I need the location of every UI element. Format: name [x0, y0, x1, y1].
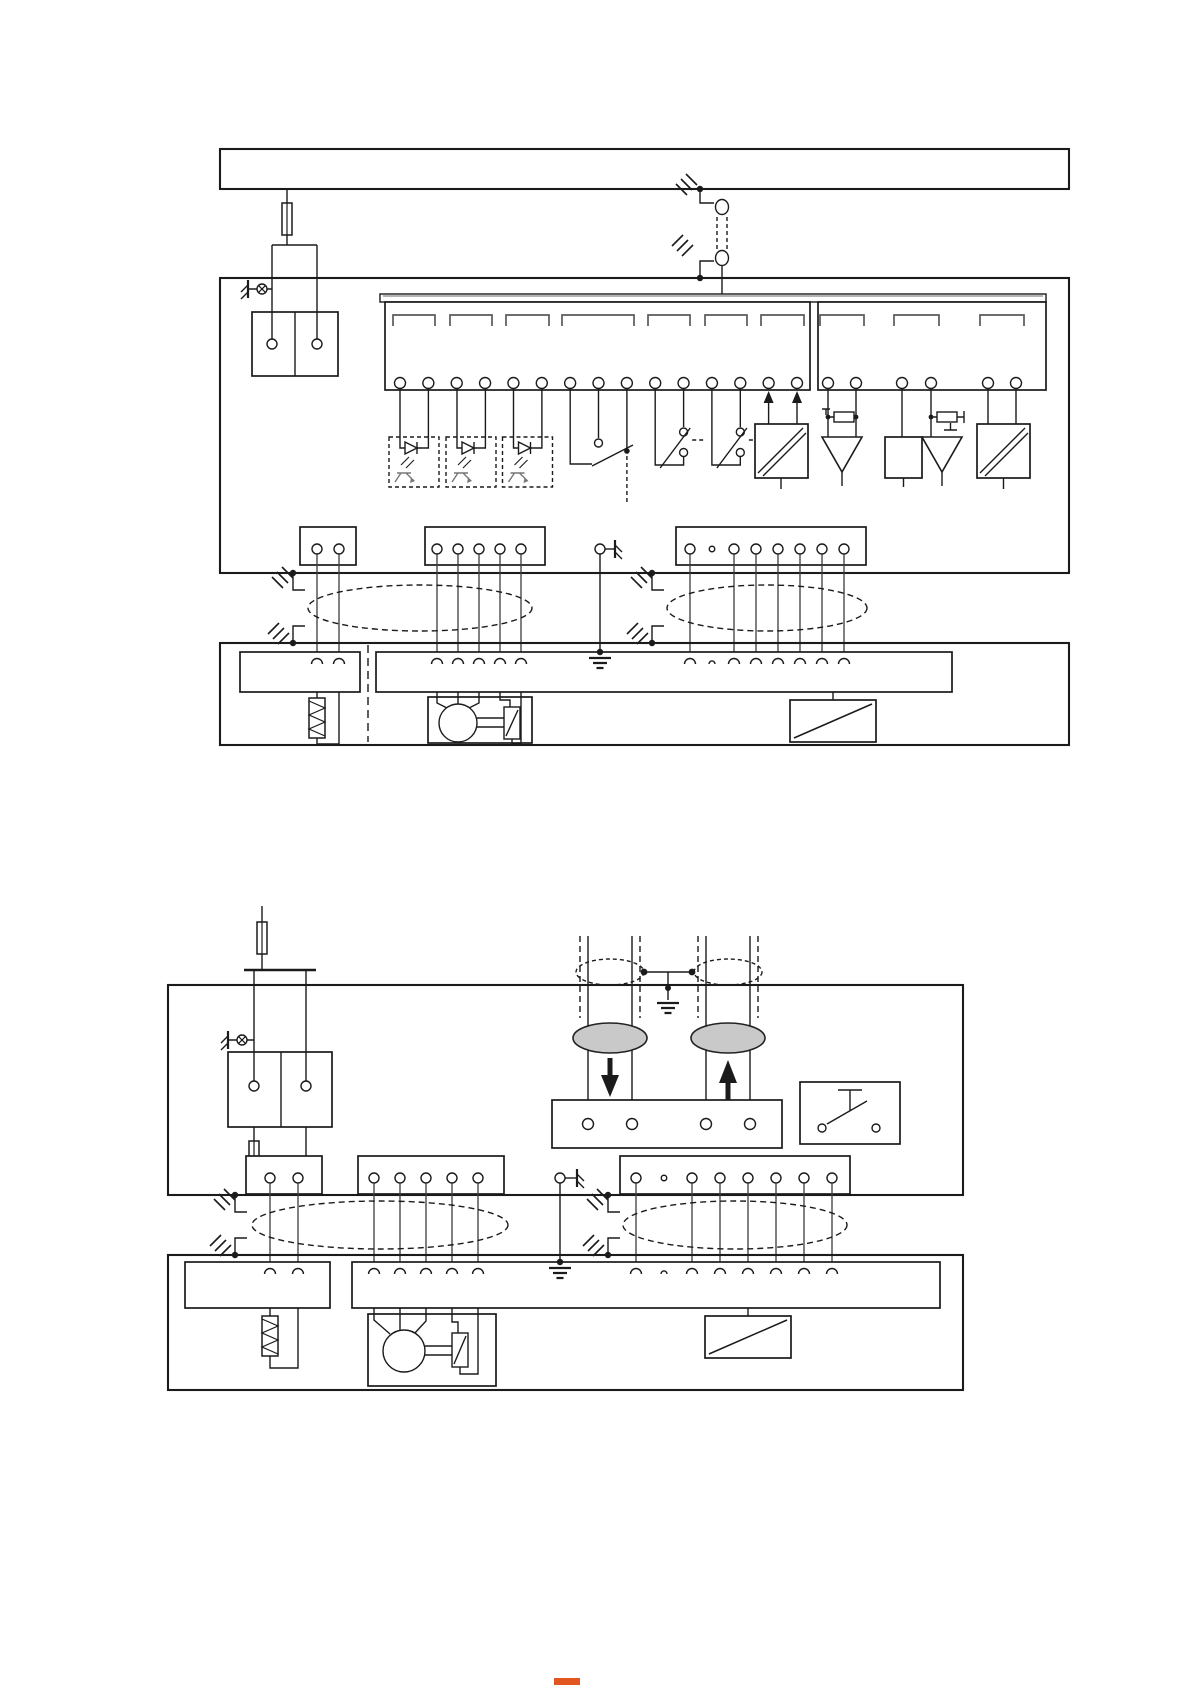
output-strip-left [246, 1156, 322, 1194]
dc-dc-converter-icon [977, 424, 1030, 478]
optocoupler-icon [503, 389, 553, 487]
transducer-icon [790, 700, 876, 742]
field-devices [240, 645, 952, 744]
field-strip-left [240, 652, 360, 692]
optocoupler-icon [389, 389, 439, 487]
amplifier-icon [822, 437, 862, 472]
shield-drain-marks [268, 567, 664, 646]
optocoupler-icon [446, 389, 496, 487]
dc-dc-converter-icon [755, 424, 808, 478]
analog-io-module-box [885, 389, 922, 487]
heater-load [309, 692, 339, 744]
shield-bonding-link [641, 969, 696, 1013]
field-strip-right [376, 652, 952, 692]
amplifier-icon [922, 437, 962, 472]
digital-input-symbols [389, 389, 808, 503]
power-entry-fuse-branch-2 [221, 906, 332, 1190]
analog-io-symbols [822, 389, 1030, 489]
field-strip-left [185, 1262, 330, 1308]
isolated-converter-2 [977, 389, 1030, 489]
shield-mark-icon [672, 235, 693, 256]
fuse-icon [282, 203, 292, 235]
cable-shield-ellipse [252, 1201, 508, 1249]
flow-arrow-down-icon [601, 1058, 619, 1097]
protective-earth-terminal-icon [237, 1035, 247, 1045]
power-entry-fuse-branch [241, 189, 338, 376]
shield-drain-marks [210, 1189, 620, 1258]
cable-shield-open-icon [694, 959, 762, 985]
output-strip-mid [425, 527, 545, 565]
diagram-top [220, 149, 1069, 745]
field-strip-right [352, 1262, 940, 1308]
digital-io-terminal-row [395, 378, 803, 389]
footer-mark [554, 1678, 580, 1685]
motor-valve-assembly [368, 1308, 496, 1386]
protective-earth-terminal-icon [257, 284, 267, 294]
supply-bus-bar [220, 149, 1069, 189]
output-terminal-strips [300, 527, 866, 565]
resistor-icon [834, 412, 854, 422]
terminal-blocks-top [380, 294, 1046, 390]
field-devices-2 [185, 1259, 940, 1386]
earth-electrode-icon [657, 1003, 679, 1013]
cable-shield-ellipse [623, 1201, 847, 1249]
transducer-device [705, 1308, 791, 1358]
functional-earth-terminal [595, 540, 622, 559]
power-input-box [228, 1052, 332, 1127]
cable-shield-ellipse [308, 585, 532, 631]
motor-icon [439, 704, 477, 742]
output-strip-right [676, 527, 866, 565]
changeover-contact-icon [570, 389, 633, 503]
cable-shield-ellipse [667, 585, 867, 631]
chassis-ground-icon [241, 280, 248, 299]
switch-contact-icon [655, 389, 706, 468]
connector-socket-icon [716, 200, 729, 215]
shield-termination-icon [573, 1023, 647, 1053]
diagram-bottom [168, 906, 963, 1390]
shield-termination-icon [691, 1023, 765, 1053]
fuse-icon [257, 922, 267, 954]
pushbutton-box [800, 1082, 900, 1144]
output-terminal-strips-2 [246, 1156, 850, 1194]
chassis-ground-icon [615, 540, 622, 559]
resistor-icon [937, 412, 957, 422]
output-strip-right [620, 1156, 850, 1194]
output-strip-left [300, 527, 356, 565]
motor-icon [383, 1330, 425, 1372]
heater-load [262, 1308, 298, 1368]
chassis-ground-icon [221, 1031, 228, 1050]
isolated-converter-1 [755, 391, 808, 489]
heater-icon [262, 1316, 278, 1356]
shield-mark-icon [676, 174, 697, 195]
cable-shield-open-icon [576, 959, 644, 985]
heater-icon [309, 698, 325, 738]
analog-input-amplifier-1 [822, 389, 862, 486]
analog-input-amplifier-2 [922, 389, 964, 486]
connector-socket-icon [716, 251, 729, 266]
shielded-bus-connector [672, 174, 729, 294]
transducer-icon [705, 1316, 791, 1358]
chassis-ground-icon [577, 1169, 584, 1188]
motor-valve-assembly [428, 692, 532, 744]
transducer-device [790, 692, 876, 742]
